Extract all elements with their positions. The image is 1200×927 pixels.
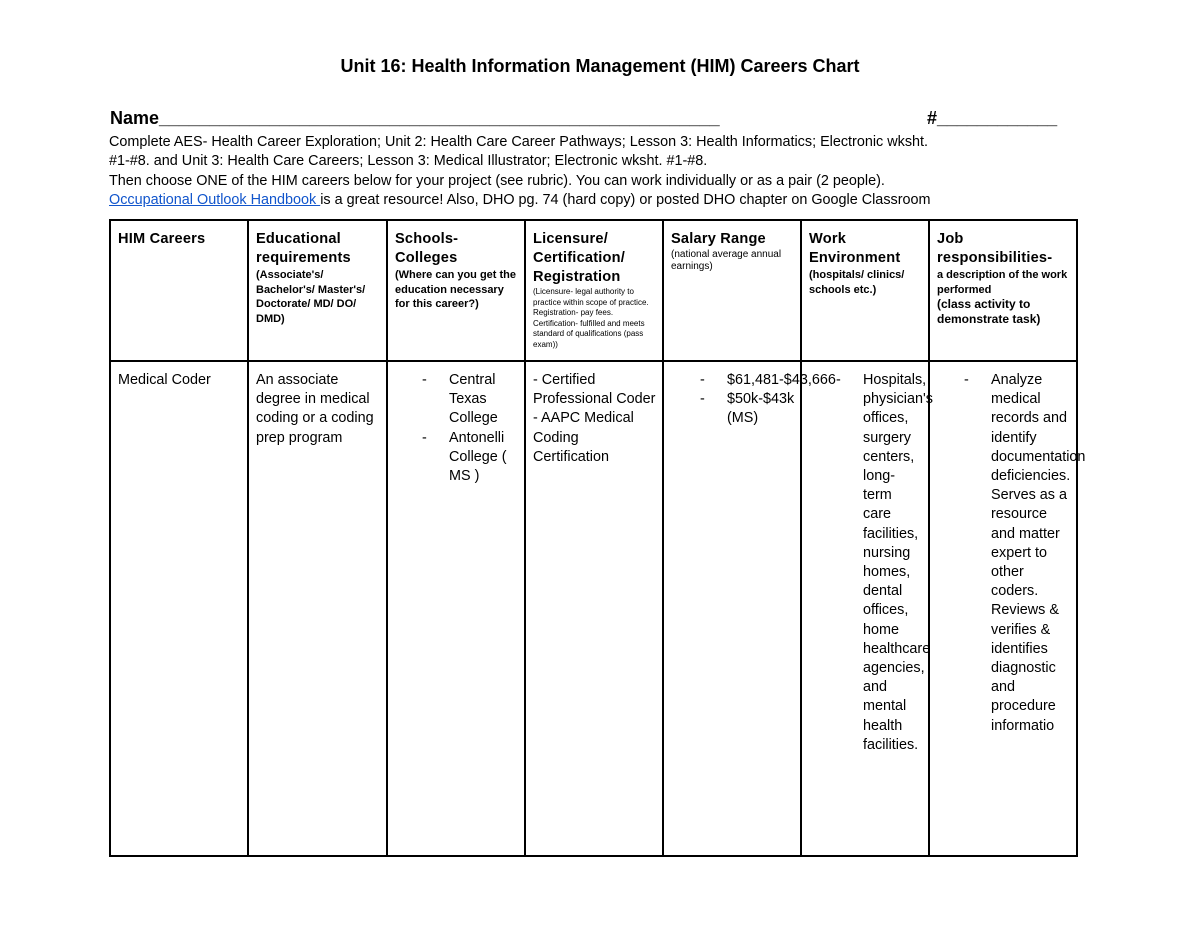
careers-table bbox=[109, 219, 1086, 857]
header-job-sub2: (class activity to demonstrate task) bbox=[937, 297, 1041, 326]
header-salary-label: Salary Range bbox=[671, 231, 766, 247]
cell-salary bbox=[663, 361, 836, 856]
header-education-label: Educational requirements bbox=[256, 231, 351, 266]
instructions bbox=[109, 133, 1084, 210]
licensure-item: - AAPC Medical Coding Certification bbox=[533, 410, 634, 465]
header-schools bbox=[387, 220, 525, 361]
page-title: Unit 16: Health Information Management (HIM) Careers Chart bbox=[340, 56, 860, 76]
instruction-line-2: #1-#8. and Unit 3: Health Care Careers; Lesson 3: Medical Illustrator; Electronic wksht. #1-#8. bbox=[109, 153, 708, 170]
header-schools-label: Schools- Colleges bbox=[395, 231, 459, 266]
school-item: - Antonelli College ( MS ) bbox=[422, 429, 518, 487]
cell-schools bbox=[387, 361, 525, 856]
resource-text: is a great resource! Also, DHO pg. 74 (hard copy) or posted DHO chapter on Google Classroom bbox=[320, 191, 931, 208]
cell-education: An associate degree in medical coding or a coding prep program bbox=[248, 361, 387, 856]
instruction-line-3: Then choose ONE of the HIM careers below for your project (see rubric). You can work individually or as a pair (2 people). bbox=[109, 172, 885, 189]
header-education bbox=[248, 220, 387, 361]
cell-career: Medical Coder bbox=[110, 361, 248, 856]
job-item: - Analyze medical records and identify documentation deficiencies. Serves as a resource and matter expert to other coders. Reviews & verifies & identifies diagnostic and procedure informatio bbox=[964, 371, 1070, 736]
header-careers bbox=[110, 220, 248, 361]
header-licensure-label: Licensure/ Certification/ Registration bbox=[533, 231, 625, 285]
header-schools-sub: (Where can you get the education necessary for this career?) bbox=[395, 269, 517, 310]
header-environment bbox=[801, 220, 929, 361]
resource-line bbox=[109, 191, 1084, 210]
licensure-item: - Certified Professional Coder bbox=[533, 372, 656, 408]
cell-licensure bbox=[525, 361, 663, 856]
name-label: Name________________________________________________________ bbox=[110, 108, 720, 128]
cell-environment bbox=[801, 361, 933, 856]
number-label: #____________ bbox=[927, 108, 1058, 128]
header-job-sub: a description of the work performed bbox=[937, 269, 1068, 296]
header-row bbox=[110, 220, 1077, 361]
header-licensure bbox=[525, 220, 663, 361]
instruction-line-1: Complete AES- Health Career Exploration; Unit 2: Health Care Career Pathways; Lesson 3: Health Informatics; Electronic wksht. bbox=[109, 134, 929, 150]
header-environment-sub: (hospitals/ clinics/ schools etc.) bbox=[809, 269, 905, 296]
salary-item: - $50k-$43k (MS) bbox=[700, 390, 794, 428]
header-licensure-sub: (Licensure- legal authority to practice within scope of practice. Registration- pay fees. Certification- fulfilled and meets standard of qualifications (pass exam)) bbox=[533, 287, 649, 349]
salary-item: - $61,481-$43,666 bbox=[700, 371, 794, 390]
school-item: - Central Texas College bbox=[422, 371, 518, 429]
occupational-outlook-link[interactable]: Occupational Outlook Handbook bbox=[109, 191, 321, 208]
table-row bbox=[110, 361, 1077, 856]
header-salary bbox=[663, 220, 801, 361]
header-careers-label: HIM Careers bbox=[118, 231, 206, 247]
header-job bbox=[929, 220, 1077, 361]
header-salary-sub: (national average annual earnings) bbox=[671, 249, 782, 272]
cell-job bbox=[929, 361, 1086, 856]
header-environment-label: Work Environment bbox=[809, 231, 901, 266]
name-field[interactable] bbox=[110, 108, 1082, 132]
header-job-label: Job responsibilities- bbox=[937, 231, 1053, 266]
header-education-sub: (Associate's/ Bachelor's/ Master's/ Doctorate/ MD/ DO/ DMD) bbox=[256, 269, 366, 325]
environment-item: - Hospitals, physician's offices, surgery centers, long-term care facilities, nursing homes, dental offices, home healthcare agencies, and mental health facilities. bbox=[836, 371, 922, 755]
